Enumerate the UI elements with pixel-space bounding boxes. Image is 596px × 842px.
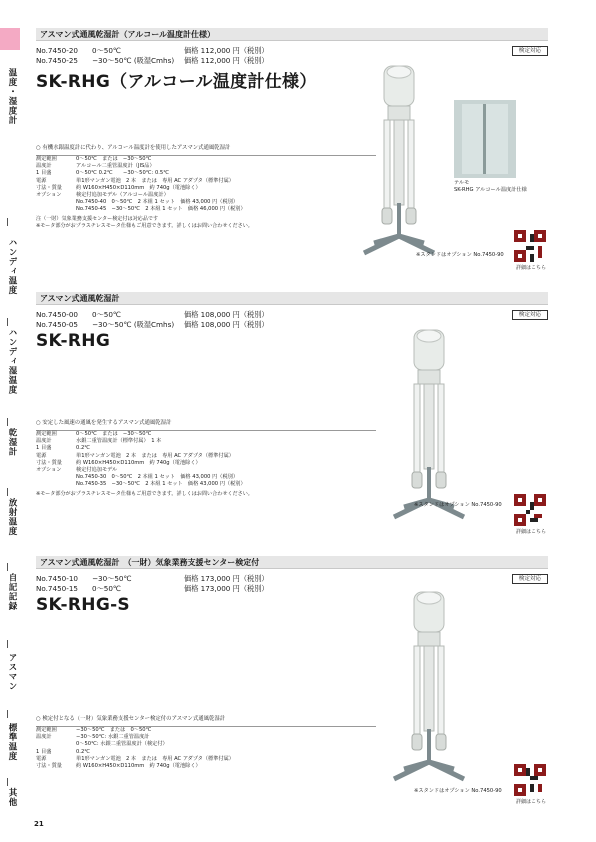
spec-row: 測定範囲 0〜50℃ または −30〜50℃ [36, 431, 152, 437]
product-section-standard [36, 292, 548, 542]
spec-row: オプション 検定付追加モデル（アルコール温度計） [36, 192, 169, 199]
side-index-item-assmann[interactable]: アスマン [7, 653, 17, 691]
section-band-title: アスマン式通風乾湿計 （一財）気象業務支援センター検定付 [36, 556, 548, 569]
spec-row: 測定範囲 0〜50℃ または −30〜50℃ [36, 156, 152, 162]
stand-option-caption: ※スタンドはオプション No.7450-90 [414, 788, 502, 794]
product-section-certified [36, 556, 548, 808]
side-divider [7, 318, 8, 326]
spec-table [36, 430, 376, 489]
side-index-item-standard[interactable]: 標準温度 [7, 723, 17, 761]
side-index-item-radiation[interactable]: 放射温度 [7, 498, 17, 536]
product-name: SK-RHG-S [36, 595, 130, 615]
footnote: ※モータ部分がおプラスチレスモータ仕様もご用意できます。詳しくはお問い合わせください。 [36, 222, 253, 229]
model-row: No.7450-20 0〜50℃ 価格 112,000 円（税別） [36, 46, 269, 55]
side-index-item-psychrometer[interactable]: 乾湿計 [7, 428, 17, 457]
model-row: No.7450-00 0〜50℃ 価格 108,000 円（税別） [36, 310, 269, 319]
stand-option-caption: ※スタンドはオプション No.7450-90 [414, 502, 502, 508]
spec-row: 測定範囲 −30〜50℃ または 0〜50℃ [36, 727, 152, 733]
model-row: No.7450-10 −30〜50℃ 価格 173,000 円（税別） [36, 574, 269, 583]
certification-badge: 検定対応 [512, 46, 548, 56]
feature-text: ○ 安定した風速の通風を発生するアスマン式通風乾湿計 [36, 420, 172, 426]
spec-row: 0〜50℃: 水銀二重管温度計（検定付） [76, 741, 168, 748]
side-index-active-tab [0, 28, 20, 50]
product-name: SK-RHG（アルコール温度計仕様） [36, 72, 317, 92]
spec-row: 電源 単1形マンガン電池 2 本 または 専用 AC アダプタ（標準付属） [36, 755, 234, 762]
model-row: No.7450-25 −30〜50℃ (吸湿Cmhs) 価格 112,000 円（税別） [36, 55, 269, 65]
spec-row: 温度計 水銀二重管温度計（標準付属） 1 本 [36, 438, 162, 445]
spec-row: オプション 検定付追加モデル [36, 467, 118, 474]
product-name: SK-RHG [36, 331, 111, 351]
footnote: 注（一財）気象業務支援センター検定付は対応品です [36, 215, 159, 222]
side-index-item-handy-humidity[interactable]: ハンディ湿温度 [7, 328, 17, 395]
side-index-item-recorder[interactable]: 自記記録 [7, 573, 17, 611]
spec-row: 電源 単1形マンガン電池 2 本 または 専用 AC アダプタ（標準付属） [36, 177, 234, 184]
thermometer-detail-photo [454, 100, 516, 178]
spec-row: 温度計 アルコール二重管温度計（JIS品） [36, 163, 155, 170]
psychrometer-photo [354, 58, 444, 258]
spec-row: No.7450-30 0〜50℃ 2 本組 1 セット 価格 43,000 円（税別） [76, 474, 239, 481]
spec-row: 温度計 −30〜50℃: 水銀二重管温度計 [36, 734, 150, 741]
side-divider [7, 488, 8, 496]
stand-option-caption: ※スタンドはオプション No.7450-90 [416, 252, 504, 258]
model-row: No.7450-15 0〜50℃ 価格 173,000 円（税別） [36, 583, 269, 593]
spec-row: 電源 単1形マンガン電池 2 本 または 専用 AC アダプタ（標準付属） [36, 452, 234, 459]
product-section-alcohol [36, 28, 548, 276]
side-index-item-handy-temp[interactable]: ハンディ温度 [7, 238, 17, 295]
spec-row: 1 目盛 0〜50℃ 0.2℃ −30〜50℃: 0.5℃ [36, 170, 170, 177]
side-divider [7, 563, 8, 571]
certification-badge: 検定対応 [512, 310, 548, 320]
qr-label: 詳細はこちら [516, 799, 547, 805]
qr-code-icon[interactable] [514, 494, 546, 526]
spec-row: 寸法・質量 約 W160×H450×D110mm 約 740g（電池除く） [36, 184, 201, 191]
page-number: 21 [34, 820, 44, 828]
spec-row: 寸法・質量 約 W160×H450×D110mm 約 740g（電池除く） [36, 459, 201, 466]
side-index-item-other[interactable]: 其他 [7, 788, 17, 807]
section-band-title: アスマン式通風乾湿計 [36, 292, 548, 305]
side-divider [7, 710, 8, 718]
spec-table [36, 155, 376, 214]
spec-row: 1 目盛 0.2℃ [36, 445, 91, 452]
qr-code-icon[interactable] [514, 764, 546, 796]
feature-text: ○ 検定付となる（一財）気象業務支援センター検定付のアスマン式通風乾湿計 [36, 716, 226, 722]
side-divider [7, 218, 8, 226]
footnote: ※モータ部分がおプラスチレスモータ仕様もご用意できます。詳しくはお問い合わせください。 [36, 490, 253, 497]
psychrometer-photo [384, 322, 474, 522]
qr-code-icon[interactable] [514, 230, 546, 262]
section-band-title: アスマン式通風乾湿計（アルコール温度計仕様） [36, 28, 548, 41]
side-divider [7, 640, 8, 648]
spec-row: No.7450-45 −30〜50℃ 2 本組 1 セット 価格 46,000 円（税別） [76, 206, 246, 213]
spec-row: No.7450-40 0〜50℃ 2 本組 1 セット 価格 43,000 円（税別） [76, 199, 239, 206]
side-divider [7, 778, 8, 786]
spec-table [36, 726, 376, 770]
detail-caption: テルモ SK-RHG アルコール温度計仕様 [454, 180, 527, 194]
feature-text: ○ 有機水銀温度計に代わり、アルコール温度計を使用したアスマン式通風乾湿計 [36, 145, 231, 151]
spec-row: 寸法・質量 約 W160×H450×D110mm 約 740g（電池除く） [36, 763, 201, 770]
qr-label: 詳細はこちら [516, 529, 547, 535]
qr-label: 詳細はこちら [516, 265, 547, 271]
spec-row: No.7450-35 −30〜50℃ 2 本組 1 セット 価格 43,000 円（税別） [76, 481, 246, 488]
side-divider [7, 418, 8, 426]
model-row: No.7450-05 −30〜50℃ (吸湿Cmhs) 価格 108,000 円（税別） [36, 319, 269, 329]
psychrometer-photo [384, 584, 474, 784]
certification-badge: 検定対応 [512, 574, 548, 584]
spec-row: 1 目盛 0.2℃ [36, 748, 91, 755]
side-index [0, 28, 22, 818]
side-index-item-temp-humidity[interactable]: 温度・湿度計 [7, 68, 17, 125]
